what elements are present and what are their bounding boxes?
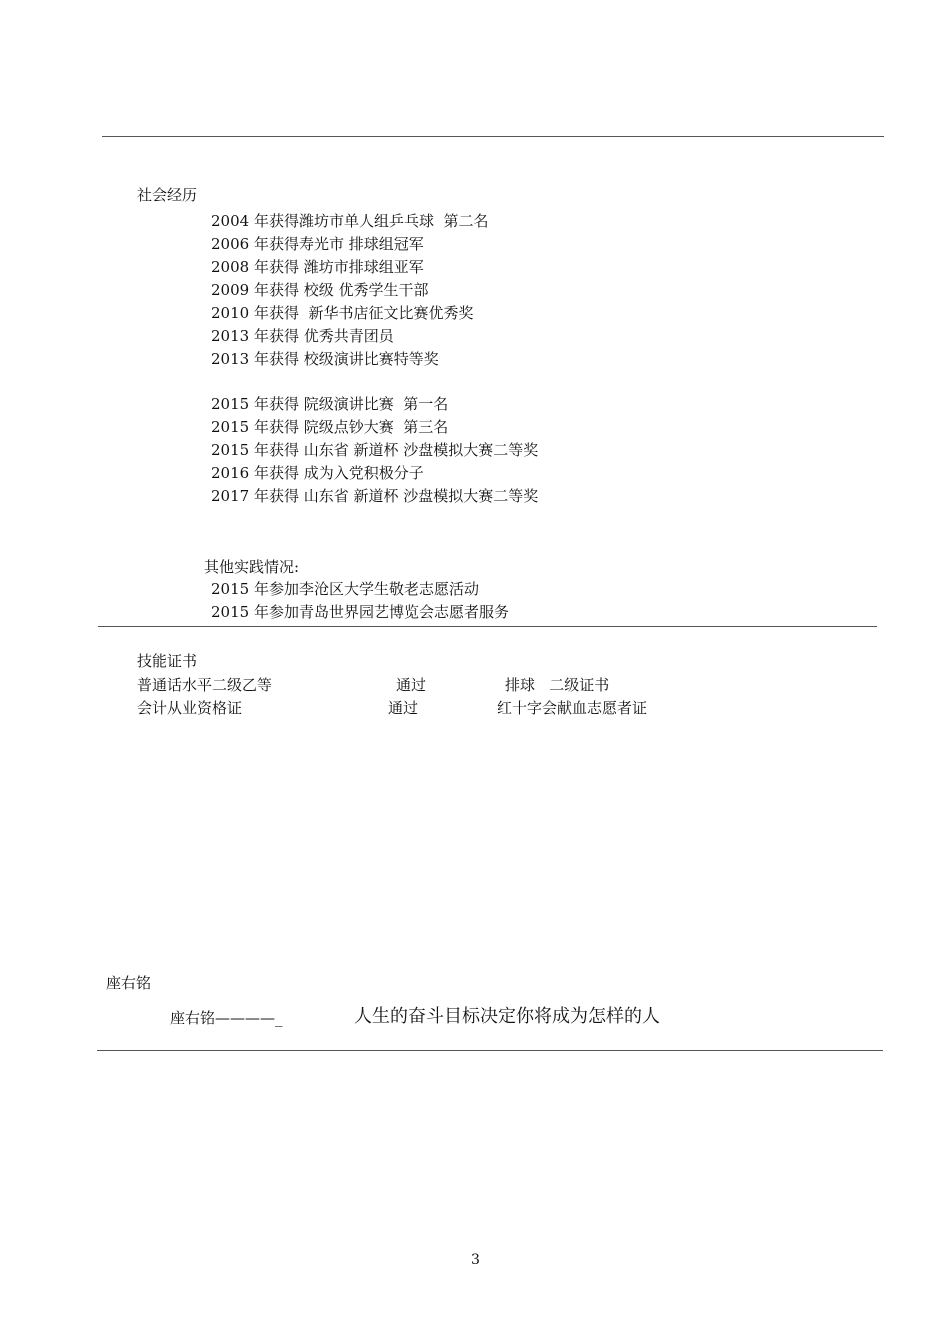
social-section-title: 社会经历: [137, 186, 198, 204]
practice-section-title: 其他实践情况:: [204, 558, 300, 576]
practice-item: 2015 年参加李沧区大学生敬老志愿活动: [211, 580, 479, 598]
award-item: 2013 年获得 校级演讲比赛特等奖: [211, 350, 439, 368]
motto-text: 人生的奋斗目标决定你将成为怎样的人: [354, 1006, 660, 1027]
top-divider: [102, 136, 884, 137]
skill-name: 普通话水平二级乙等: [137, 676, 273, 694]
award-item: 2010 年获得 新华书店征文比赛优秀奖: [211, 304, 474, 322]
motto-section-title: 座右铭: [106, 974, 152, 992]
skill-extra: 红十字会献血志愿者证: [497, 699, 648, 717]
award-item: 2009 年获得 校级 优秀学生干部: [211, 281, 429, 299]
awards-list-b: [211, 393, 538, 508]
skills-section-title: 技能证书: [137, 652, 198, 670]
practice-list: [211, 578, 509, 624]
award-item: 2013 年获得 优秀共青团员: [211, 327, 394, 345]
awards-list-a: [211, 210, 488, 371]
motto-label: 座右铭————_: [170, 1009, 283, 1027]
skill-status: 通过: [396, 676, 427, 694]
award-item: 2015 年获得 山东省 新道杯 沙盘模拟大赛二等奖: [211, 441, 539, 459]
skill-name: 会计从业资格证: [137, 699, 243, 717]
page-number: 3: [471, 1252, 480, 1268]
practice-item: 2015 年参加青岛世界园艺博览会志愿者服务: [211, 603, 509, 621]
award-item: 2008 年获得 潍坊市排球组亚军: [211, 258, 424, 276]
award-item: 2004 年获得潍坊市单人组乒乓球 第二名: [211, 212, 489, 230]
award-item: 2015 年获得 院级演讲比赛 第一名: [211, 395, 449, 413]
skill-status: 通过: [388, 699, 419, 717]
award-item: 2006 年获得寿光市 排球组冠军: [211, 235, 424, 253]
skill-extra: 排球 二级证书: [505, 676, 610, 694]
award-item: 2015 年获得 院级点钞大赛 第三名: [211, 418, 449, 436]
bottom-divider: [97, 1050, 883, 1051]
award-item: 2016 年获得 成为入党积极分子: [211, 464, 424, 482]
middle-divider: [98, 626, 877, 627]
award-item: 2017 年获得 山东省 新道杯 沙盘模拟大赛二等奖: [211, 487, 539, 505]
